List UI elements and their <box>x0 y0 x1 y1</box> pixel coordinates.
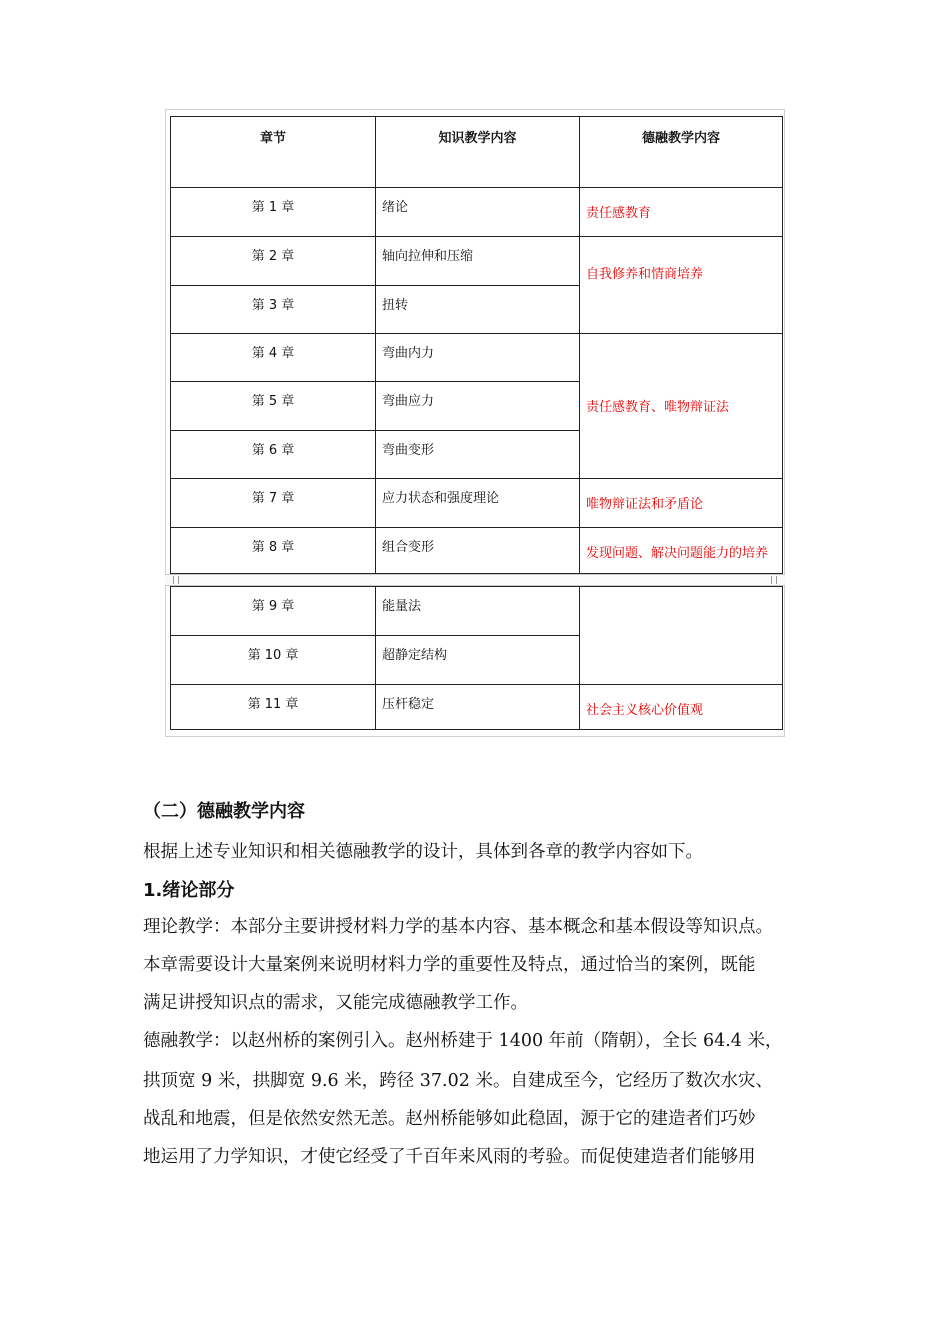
knowledge-cell: 弯曲应力 <box>376 382 580 431</box>
chapter-cell: 第 2 章 <box>171 237 376 286</box>
body-line: 地运用了力学知识，才使它经受了千百年来风雨的考验。而促使建造者们能够用 <box>143 1147 756 1167</box>
chapter-cell: 第 3 章 <box>171 286 376 334</box>
chapter-cell: 第 8 章 <box>171 528 376 574</box>
chapter-cell: 第 9 章 <box>171 587 376 636</box>
knowledge-cell: 能量法 <box>376 587 580 636</box>
ethics-cell: 责任感教育 <box>580 188 783 237</box>
knowledge-cell: 弯曲变形 <box>376 431 580 479</box>
knowledge-cell: 扭转 <box>376 286 580 334</box>
knowledge-cell: 绪论 <box>376 188 580 237</box>
body-line: 理论教学：本部分主要讲授材料力学的基本内容、基本概念和基本假设等知识点。 <box>143 917 773 937</box>
ethics-cell: 社会主义核心价值观 <box>580 685 783 730</box>
chapter-cell: 第 10 章 <box>171 636 376 685</box>
knowledge-cell: 超静定结构 <box>376 636 580 685</box>
chapter-cell: 第 5 章 <box>171 382 376 431</box>
body-line: 满足讲授知识点的需求，又能完成德融教学工作。 <box>143 993 528 1013</box>
knowledge-cell: 轴向拉伸和压缩 <box>376 237 580 286</box>
body-line: 本章需要设计大量案例来说明材料力学的重要性及特点，通过恰当的案例，既能 <box>143 955 756 975</box>
body-line: 德融教学：以赵州桥的案例引入。赵州桥建于 1400 年前（隋朝），全长 64.4 米， <box>143 1031 783 1051</box>
header-ethics: 德融教学内容 <box>580 117 783 188</box>
knowledge-cell: 弯曲内力 <box>376 334 580 382</box>
section-heading: （二）德融教学内容 <box>143 801 305 822</box>
knowledge-cell: 应力状态和强度理论 <box>376 479 580 528</box>
ethics-cell-empty <box>580 587 783 685</box>
body-line: 战乱和地震，但是依然安然无恙。赵州桥能够如此稳固，源于它的建造者们巧妙 <box>143 1109 756 1129</box>
syllabus-table-bottom <box>170 586 783 730</box>
body-line: 拱顶宽 9 米，拱脚宽 9.6 米，跨径 37.02 米。自建成至今，它经历了数次水灾、 <box>143 1071 773 1091</box>
header-chapter: 章节 <box>171 117 376 188</box>
chapter-cell: 第 6 章 <box>171 431 376 479</box>
chapter-cell: 第 4 章 <box>171 334 376 382</box>
break-marker <box>173 576 179 584</box>
intro-paragraph: 根据上述专业知识和相关德融教学的设计，具体到各章的教学内容如下。 <box>143 842 703 862</box>
knowledge-cell: 压杆稳定 <box>376 685 580 730</box>
ethics-cell: 唯物辩证法和矛盾论 <box>580 479 783 528</box>
knowledge-cell: 组合变形 <box>376 528 580 574</box>
ethics-cell: 发现问题、解决问题能力的培养 <box>580 528 783 574</box>
break-marker <box>771 576 777 584</box>
ethics-cell: 责任感教育、唯物辩证法 <box>580 334 783 479</box>
chapter-cell: 第 11 章 <box>171 685 376 730</box>
chapter-cell: 第 1 章 <box>171 188 376 237</box>
header-knowledge: 知识教学内容 <box>376 117 580 188</box>
chapter-cell: 第 7 章 <box>171 479 376 528</box>
table-page-break <box>165 574 785 586</box>
sub-heading: 1.绪论部分 <box>143 880 235 901</box>
ethics-cell: 自我修养和情商培养 <box>580 237 783 334</box>
syllabus-table-top <box>170 116 783 574</box>
